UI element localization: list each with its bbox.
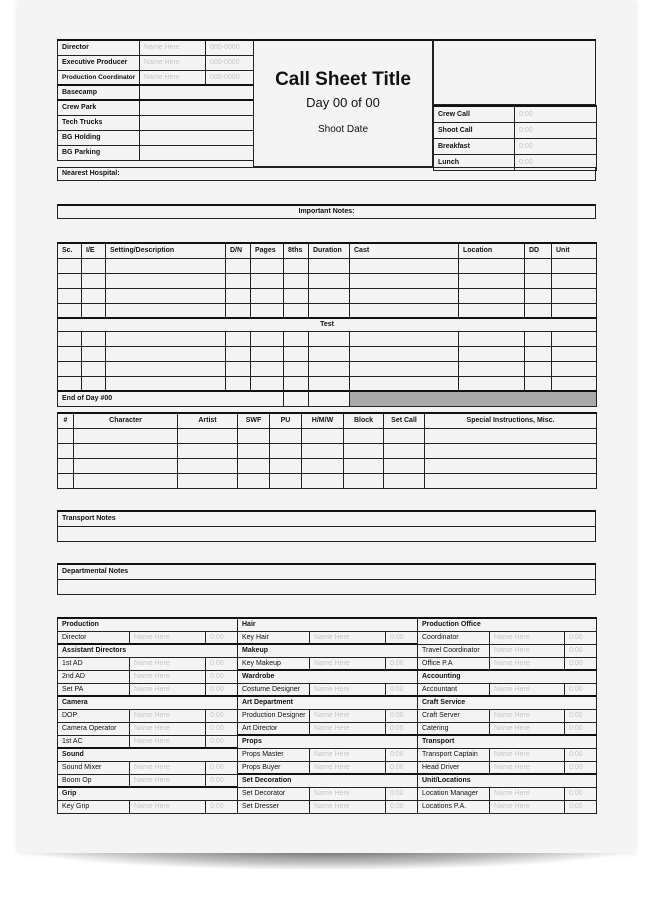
transport-notes-field[interactable] xyxy=(58,526,596,541)
crew-time-field[interactable]: 0:00 xyxy=(206,683,238,696)
contact-phone[interactable]: 000-0000 xyxy=(206,40,254,55)
crew-role-label: 1st AD xyxy=(58,657,130,670)
crew-section-label: Sound xyxy=(58,748,238,761)
crew-section-camera xyxy=(58,696,238,709)
crew-time-field[interactable]: 0:00 xyxy=(206,735,238,748)
contact-role-label: Production Coordinator xyxy=(58,70,140,85)
crew-name-field[interactable]: Name Here xyxy=(310,787,386,800)
call-label: Lunch xyxy=(434,154,515,170)
crew-role-label: Director xyxy=(58,631,130,644)
shoot-date[interactable]: Shoot Date xyxy=(317,124,369,135)
crew-section-accounting xyxy=(418,670,597,683)
crew-section-label: Production Office xyxy=(418,618,597,631)
location-label: Tech Trucks xyxy=(58,115,140,130)
contacts-table xyxy=(57,39,254,161)
weather-box[interactable] xyxy=(433,39,596,105)
crew-role-label: Key Hair xyxy=(238,631,310,644)
col-header-set-call: Set Call xyxy=(384,413,425,428)
location-label: BG Holding xyxy=(58,130,140,145)
end-of-day-label: End of Day #00 xyxy=(58,391,284,406)
crew-name-field[interactable]: Name Here xyxy=(130,722,206,735)
table-row[interactable] xyxy=(58,273,597,288)
crew-section-label: Makeup xyxy=(238,644,418,657)
crew-section-transport xyxy=(418,735,597,748)
crew-role-label: Boom Op xyxy=(58,774,130,787)
crew-time-field[interactable]: 0:00 xyxy=(386,631,418,644)
end-of-day-row[interactable] xyxy=(58,391,597,406)
crew-section-props xyxy=(238,735,418,748)
crew-row-production-designer xyxy=(238,709,418,722)
col-header-character: Character xyxy=(74,413,178,428)
table-row[interactable] xyxy=(58,346,597,361)
crew-section-label: Grip xyxy=(58,787,238,800)
crew-name-field[interactable]: Name Here xyxy=(310,657,386,670)
crew-role-label: Travel Coordinator xyxy=(418,644,490,657)
crew-time-field[interactable]: 0:00 xyxy=(206,761,238,774)
crew-name-field[interactable]: Name Here xyxy=(490,787,565,800)
day-counter[interactable]: Day 00 of 00 xyxy=(306,95,380,110)
crew-time-field[interactable]: 0:00 xyxy=(386,709,418,722)
col-header-pages: Pages xyxy=(251,243,284,258)
crew-row-sound-mixer xyxy=(58,761,238,774)
schedule-table xyxy=(57,242,597,407)
contact-phone[interactable]: 000-0000 xyxy=(206,55,254,70)
crew-time-field[interactable]: 0:00 xyxy=(565,709,597,722)
crew-section-label: Transport xyxy=(418,735,597,748)
crew-time-field[interactable]: 0:00 xyxy=(565,722,597,735)
crew-row-props-master xyxy=(238,748,418,761)
crew-time-field[interactable]: 0:00 xyxy=(206,722,238,735)
crew-row-dop xyxy=(58,709,238,722)
crew-role-label: Coordinator xyxy=(418,631,490,644)
crew-row-set-dresser xyxy=(238,800,418,813)
crew-role-label: Transport Captain xyxy=(418,748,490,761)
crew-time-field[interactable]: 0:00 xyxy=(206,774,238,787)
crew-section-label: Camera xyxy=(58,696,238,709)
transport-notes-label: Transport Notes xyxy=(58,511,596,526)
crew-name-field[interactable]: Name Here xyxy=(130,657,206,670)
crew-row-travel-coordinator xyxy=(418,644,597,657)
contact-name[interactable]: Name Here xyxy=(140,40,206,55)
crew-section-production xyxy=(58,618,238,631)
crew-section-set-decoration xyxy=(238,774,418,787)
crew-role-label: Art Director xyxy=(238,722,310,735)
crew-role-label: Props Master xyxy=(238,748,310,761)
crew-time-field[interactable]: 0:00 xyxy=(565,657,597,670)
crew-role-label: Set Decorator xyxy=(238,787,310,800)
crew-time-field[interactable]: 0:00 xyxy=(565,631,597,644)
crew-section-sound xyxy=(58,748,238,761)
crew-time-field[interactable]: 0:00 xyxy=(386,748,418,761)
col-header-setting: Setting/Description xyxy=(106,243,226,258)
contact-role-label: Executive Producer xyxy=(58,55,140,70)
crew-row-catering xyxy=(418,722,597,735)
crew-name-field[interactable]: Name Here xyxy=(490,657,565,670)
crew-name-field[interactable]: Name Here xyxy=(130,631,206,644)
crew-role-label: Location Manager xyxy=(418,787,490,800)
nearest-hospital-row[interactable] xyxy=(57,167,596,181)
crew-time-field[interactable]: 0:00 xyxy=(565,644,597,657)
call-time[interactable]: 0:00 xyxy=(515,138,597,154)
crew-row-camera-operator xyxy=(58,722,238,735)
crew-section-label: Wardrobe xyxy=(238,670,418,683)
call-time[interactable]: 0:00 xyxy=(515,106,597,122)
total-8ths[interactable] xyxy=(284,391,309,406)
crew-row-key-grip xyxy=(58,800,238,813)
crew-name-field[interactable]: Name Here xyxy=(490,761,565,774)
crew-row-accountant xyxy=(418,683,597,696)
crew-name-field[interactable]: Name Here xyxy=(490,683,565,696)
crew-role-label: DOP xyxy=(58,709,130,722)
crew-row-office-p-a xyxy=(418,657,597,670)
crew-role-label: Set PA xyxy=(58,683,130,696)
crew-time-field[interactable]: 0:00 xyxy=(565,748,597,761)
crew-name-field[interactable]: Name Here xyxy=(130,735,206,748)
crew-name-field[interactable]: Name Here xyxy=(130,670,206,683)
crew-row-costume-designer xyxy=(238,683,418,696)
crew-time-field[interactable]: 0:00 xyxy=(386,657,418,670)
crew-section-assistant-directors xyxy=(58,644,238,657)
crew-role-label: Props Buyer xyxy=(238,761,310,774)
crew-time-field[interactable]: 0:00 xyxy=(206,670,238,683)
col-header-special-instructions: Special Instructions, Misc. xyxy=(425,413,597,428)
crew-section-art-department xyxy=(238,696,418,709)
crew-row-locations-p-a xyxy=(418,800,597,813)
crew-role-label: 2nd AD xyxy=(58,670,130,683)
crew-row-1st-ac xyxy=(58,735,238,748)
table-row[interactable] xyxy=(58,303,597,318)
call-time[interactable]: 0:00 xyxy=(515,154,597,170)
crew-section-grip xyxy=(58,787,238,800)
crew-section-production-office xyxy=(418,618,597,631)
crew-column-1 xyxy=(57,617,238,814)
table-row[interactable] xyxy=(58,473,597,488)
crew-section-craft-service xyxy=(418,696,597,709)
crew-time-field[interactable]: 0:00 xyxy=(386,722,418,735)
table-row[interactable] xyxy=(58,443,597,458)
schedule-divider-label: Test xyxy=(58,318,597,331)
col-header-8ths: 8ths xyxy=(284,243,309,258)
call-label: Crew Call xyxy=(434,106,515,122)
crew-section-label: Set Decoration xyxy=(238,774,418,787)
crew-name-field[interactable]: Name Here xyxy=(310,800,386,813)
col-header-swf: SWF xyxy=(238,413,270,428)
col-header-hmw: H/M/W xyxy=(302,413,344,428)
crew-role-label: Key Makeup xyxy=(238,657,310,670)
crew-name-field[interactable]: Name Here xyxy=(490,800,565,813)
crew-section-label: Hair xyxy=(238,618,418,631)
contact-name[interactable]: Name Here xyxy=(140,70,206,85)
crew-name-field[interactable]: Name Here xyxy=(130,800,206,813)
col-header-cast: Cast xyxy=(350,243,459,258)
call-times-table xyxy=(433,105,597,171)
col-header-block: Block xyxy=(344,413,384,428)
end-of-day-shaded xyxy=(350,391,597,406)
crew-row-boom-op xyxy=(58,774,238,787)
crew-time-field[interactable]: 0:00 xyxy=(386,800,418,813)
col-header-artist: Artist xyxy=(178,413,238,428)
crew-role-label: Costume Designer xyxy=(238,683,310,696)
location-value[interactable] xyxy=(140,100,254,115)
col-header-scene: Sc. xyxy=(58,243,82,258)
crew-row-2nd-ad xyxy=(58,670,238,683)
crew-row-art-director xyxy=(238,722,418,735)
call-label: Shoot Call xyxy=(434,122,515,138)
important-notes-bar[interactable] xyxy=(57,204,596,219)
crew-time-field[interactable]: 0:00 xyxy=(565,800,597,813)
crew-section-label: Unit/Locations xyxy=(418,774,597,787)
crew-row-transport-captain xyxy=(418,748,597,761)
col-header-number: # xyxy=(58,413,74,428)
table-row[interactable] xyxy=(58,458,597,473)
table-row[interactable] xyxy=(58,331,597,346)
crew-name-field[interactable]: Name Here xyxy=(310,722,386,735)
location-label: Crew Park xyxy=(58,100,140,115)
crew-name-field[interactable]: Name Here xyxy=(130,709,206,722)
crew-row-location-manager xyxy=(418,787,597,800)
crew-role-label: Production Designer xyxy=(238,709,310,722)
col-header-dn: D/N xyxy=(226,243,251,258)
crew-name-field[interactable]: Name Here xyxy=(310,683,386,696)
crew-section-wardrobe xyxy=(238,670,418,683)
table-row[interactable] xyxy=(58,428,597,443)
crew-name-field[interactable]: Name Here xyxy=(490,644,565,657)
col-header-pu: PU xyxy=(270,413,302,428)
total-duration[interactable] xyxy=(309,391,350,406)
crew-role-label: Locations P.A. xyxy=(418,800,490,813)
departmental-notes xyxy=(57,563,596,595)
table-row[interactable] xyxy=(58,361,597,376)
crew-row-key-makeup xyxy=(238,657,418,670)
crew-section-label: Craft Service xyxy=(418,696,597,709)
contact-name[interactable]: Name Here xyxy=(140,55,206,70)
cast-table xyxy=(57,412,597,489)
location-value[interactable] xyxy=(140,115,254,130)
crew-time-field[interactable]: 0:00 xyxy=(565,761,597,774)
crew-name-field[interactable]: Name Here xyxy=(310,709,386,722)
crew-row-craft-server xyxy=(418,709,597,722)
transport-notes xyxy=(57,510,596,542)
crew-time-field[interactable]: 0:00 xyxy=(206,631,238,644)
crew-time-field[interactable]: 0:00 xyxy=(206,657,238,670)
crew-section-label: Props xyxy=(238,735,418,748)
crew-name-field[interactable]: Name Here xyxy=(490,748,565,761)
crew-role-label: Catering xyxy=(418,722,490,735)
crew-row-director xyxy=(58,631,238,644)
crew-time-field[interactable]: 0:00 xyxy=(565,683,597,696)
crew-time-field[interactable]: 0:00 xyxy=(386,787,418,800)
crew-section-label: Accounting xyxy=(418,670,597,683)
crew-section-hair xyxy=(238,618,418,631)
important-notes-label: Important Notes: xyxy=(298,208,355,215)
title-block xyxy=(253,39,433,167)
nearest-hospital-label: Nearest Hospital: xyxy=(62,170,120,177)
crew-row-coordinator xyxy=(418,631,597,644)
contact-role-label: Director xyxy=(58,40,140,55)
crew-row-props-buyer xyxy=(238,761,418,774)
col-header-ie: I/E xyxy=(82,243,106,258)
crew-name-field[interactable]: Name Here xyxy=(130,683,206,696)
crew-name-field[interactable]: Name Here xyxy=(490,631,565,644)
crew-section-unit-locations xyxy=(418,774,597,787)
crew-section-makeup xyxy=(238,644,418,657)
crew-section-label: Art Department xyxy=(238,696,418,709)
departmental-notes-field[interactable] xyxy=(58,579,596,594)
crew-role-label: Office P.A xyxy=(418,657,490,670)
crew-role-label: Key Grip xyxy=(58,800,130,813)
call-time[interactable]: 0:00 xyxy=(515,122,597,138)
crew-role-label: Head Driver xyxy=(418,761,490,774)
crew-role-label: Craft Server xyxy=(418,709,490,722)
crew-time-field[interactable]: 0:00 xyxy=(386,683,418,696)
crew-row-key-hair xyxy=(238,631,418,644)
crew-section-label: Assistant Directors xyxy=(58,644,238,657)
location-value[interactable] xyxy=(140,145,254,160)
crew-name-field[interactable]: Name Here xyxy=(310,748,386,761)
crew-role-label: Camera Operator xyxy=(58,722,130,735)
crew-column-3 xyxy=(417,617,597,814)
crew-name-field[interactable]: Name Here xyxy=(310,761,386,774)
col-header-location: Location xyxy=(459,243,525,258)
crew-time-field[interactable]: 0:00 xyxy=(386,761,418,774)
location-label: BG Parking xyxy=(58,145,140,160)
crew-row-set-pa xyxy=(58,683,238,696)
location-value[interactable] xyxy=(140,130,254,145)
location-value[interactable] xyxy=(140,85,254,100)
crew-time-field[interactable]: 0:00 xyxy=(206,709,238,722)
crew-role-label: Accountant xyxy=(418,683,490,696)
call-label: Breakfast xyxy=(434,138,515,154)
crew-role-label: 1st AC xyxy=(58,735,130,748)
departmental-notes-label: Departmental Notes xyxy=(58,564,596,579)
crew-role-label: Set Dresser xyxy=(238,800,310,813)
col-header-duration: Duration xyxy=(309,243,350,258)
crew-row-head-driver xyxy=(418,761,597,774)
crew-time-field[interactable]: 0:00 xyxy=(206,800,238,813)
table-row[interactable] xyxy=(58,376,597,391)
contact-phone[interactable]: 000-0000 xyxy=(206,70,254,85)
col-header-dd: DD xyxy=(525,243,552,258)
crew-name-field[interactable]: Name Here xyxy=(130,761,206,774)
crew-name-field[interactable]: Name Here xyxy=(490,709,565,722)
crew-row-set-decorator xyxy=(238,787,418,800)
call-sheet-page xyxy=(18,0,635,853)
col-header-unit: Unit xyxy=(552,243,597,258)
call-sheet-title[interactable]: Call Sheet Title xyxy=(275,69,411,90)
crew-time-field[interactable]: 0:00 xyxy=(565,787,597,800)
crew-column-2 xyxy=(237,617,418,814)
table-row[interactable] xyxy=(58,288,597,303)
location-label: Basecamp xyxy=(58,85,140,100)
crew-row-1st-ad xyxy=(58,657,238,670)
crew-name-field[interactable]: Name Here xyxy=(310,631,386,644)
crew-name-field[interactable]: Name Here xyxy=(130,774,206,787)
table-row[interactable] xyxy=(58,258,597,273)
crew-name-field[interactable]: Name Here xyxy=(490,722,565,735)
crew-section-label: Production xyxy=(58,618,238,631)
crew-role-label: Sound Mixer xyxy=(58,761,130,774)
